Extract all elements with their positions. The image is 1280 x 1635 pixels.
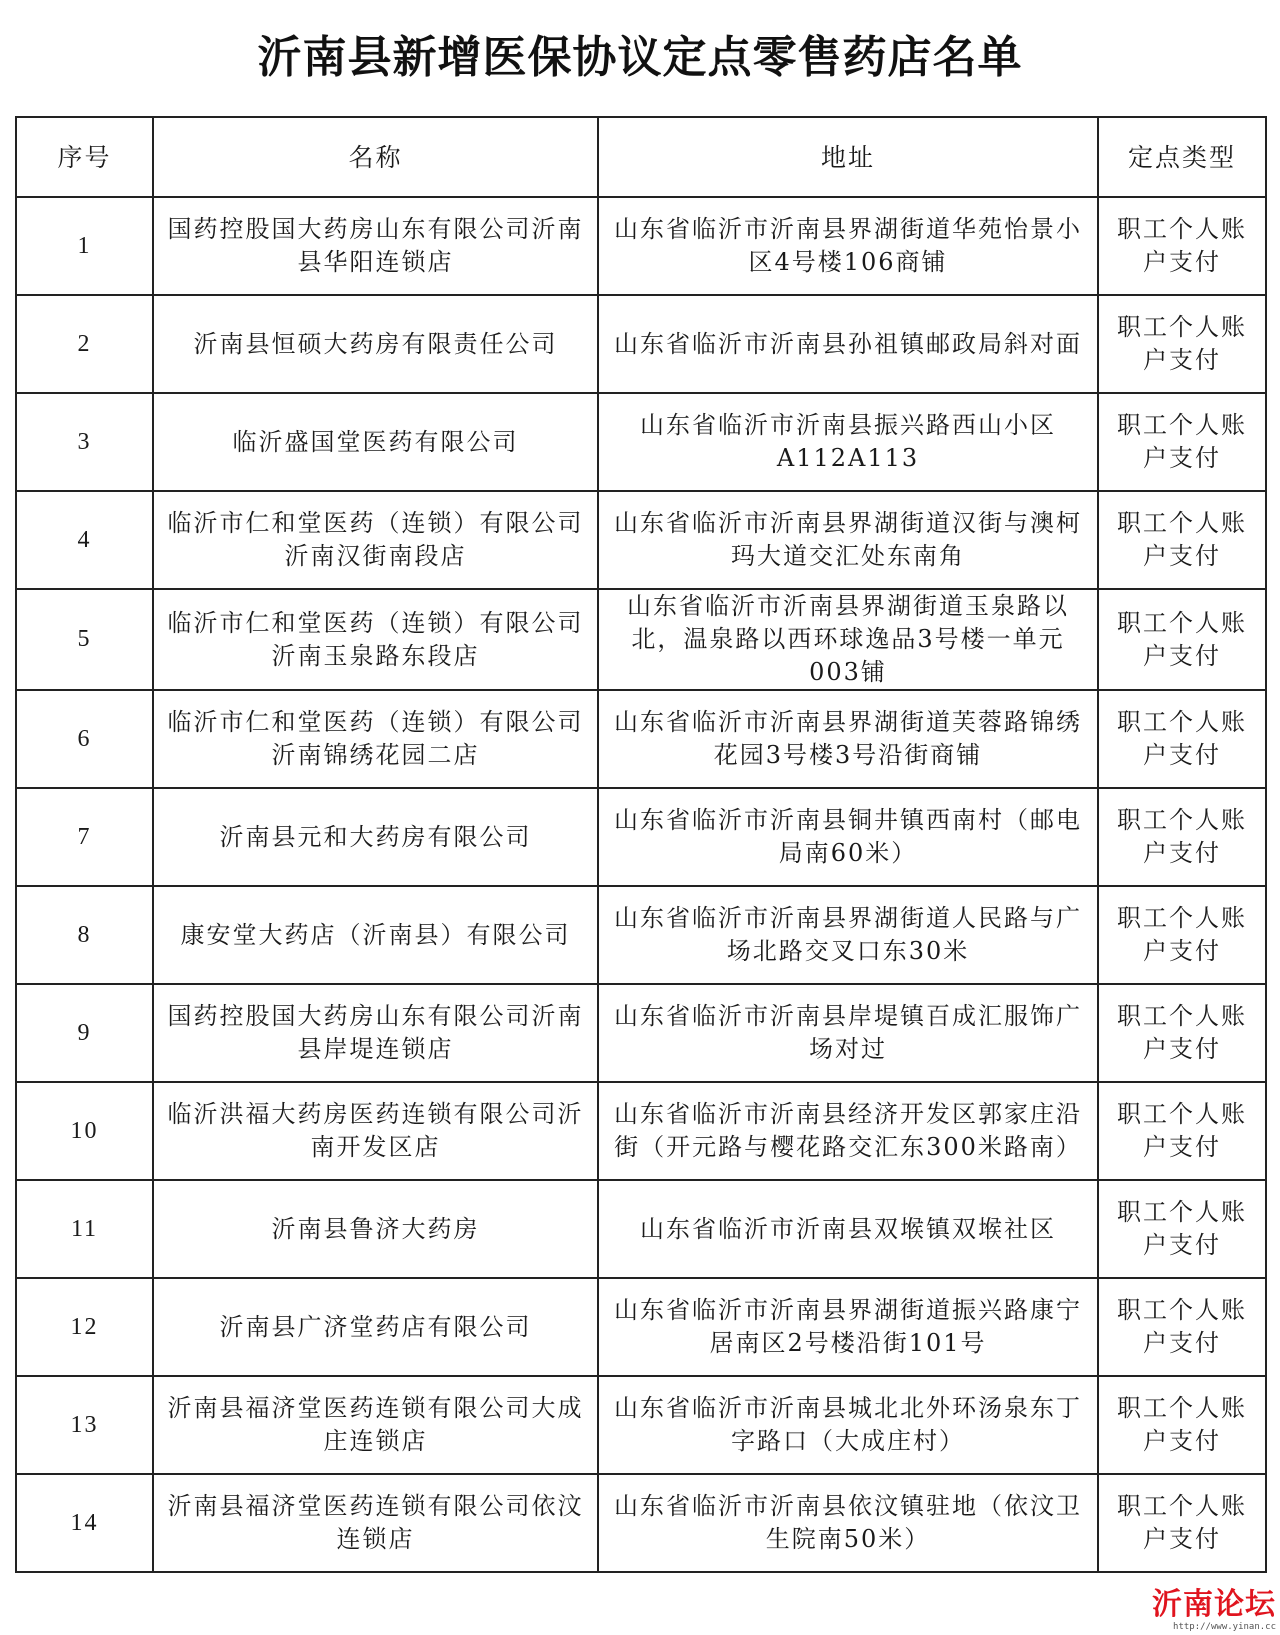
cell-no: 10 [16,1082,153,1180]
cell-address: 山东省临沂市沂南县振兴路西山小区A112A113 [598,393,1098,491]
cell-type: 职工个人账户支付 [1098,984,1266,1082]
cell-name: 国药控股国大药房山东有限公司沂南县华阳连锁店 [153,197,598,295]
cell-name: 沂南县鲁济大药房 [153,1180,598,1278]
table-row [16,788,1266,886]
cell-address: 山东省临沂市沂南县依汶镇驻地（依汶卫生院南50米） [598,1474,1098,1572]
cell-address: 山东省临沂市沂南县孙祖镇邮政局斜对面 [598,295,1098,393]
cell-address: 山东省临沂市沂南县铜井镇西南村（邮电局南60米） [598,788,1098,886]
cell-address: 山东省临沂市沂南县界湖街道芙蓉路锦绣花园3号楼3号沿街商铺 [598,690,1098,788]
cell-name: 临沂市仁和堂医药（连锁）有限公司沂南锦绣花园二店 [153,690,598,788]
cell-no: 12 [16,1278,153,1376]
cell-type: 职工个人账户支付 [1098,589,1266,690]
cell-no: 11 [16,1180,153,1278]
table-row [16,886,1266,984]
forum-watermark [1146,1588,1276,1633]
cell-address: 山东省临沂市沂南县双堠镇双堠社区 [598,1180,1098,1278]
cell-name: 沂南县福济堂医药连锁有限公司依汶连锁店 [153,1474,598,1572]
table-row [16,1278,1266,1376]
cell-name: 沂南县福济堂医药连锁有限公司大成庄连锁店 [153,1376,598,1474]
cell-type: 职工个人账户支付 [1098,491,1266,589]
table-row [16,1474,1266,1572]
cell-name: 康安堂大药店（沂南县）有限公司 [153,886,598,984]
cell-name: 临沂市仁和堂医药（连锁）有限公司沂南汉街南段店 [153,491,598,589]
table-row [16,1376,1266,1474]
table-row [16,491,1266,589]
table-row [16,690,1266,788]
watermark-url: http://www.yinan.cc [1173,1622,1276,1632]
table-row [16,984,1266,1082]
page-title: 沂南县新增医保协议定点零售药店名单 [257,32,1023,83]
cell-no: 1 [16,197,153,295]
column-header-no: 序号 [16,117,153,197]
cell-type: 职工个人账户支付 [1098,295,1266,393]
cell-no: 4 [16,491,153,589]
cell-type: 职工个人账户支付 [1098,788,1266,886]
cell-address: 山东省临沂市沂南县城北北外环汤泉东丁字路口（大成庄村） [598,1376,1098,1474]
cell-no: 5 [16,589,153,690]
cell-no: 6 [16,690,153,788]
cell-name: 沂南县元和大药房有限公司 [153,788,598,886]
table-row [16,1180,1266,1278]
pharmacy-table [15,116,1267,1573]
cell-type: 职工个人账户支付 [1098,1082,1266,1180]
column-header-type: 定点类型 [1098,117,1266,197]
watermark-logo: 沂南论坛 [1152,1587,1276,1622]
cell-type: 职工个人账户支付 [1098,393,1266,491]
cell-no: 13 [16,1376,153,1474]
cell-address: 山东省临沂市沂南县经济开发区郭家庄沿街（开元路与樱花路交汇东300米路南） [598,1082,1098,1180]
cell-name: 国药控股国大药房山东有限公司沂南县岸堤连锁店 [153,984,598,1082]
cell-address: 山东省临沂市沂南县界湖街道玉泉路以北，温泉路以西环球逸品3号楼一单元003铺 [598,589,1098,690]
cell-type: 职工个人账户支付 [1098,1376,1266,1474]
table-row [16,197,1266,295]
table-row [16,295,1266,393]
cell-name: 临沂盛国堂医药有限公司 [153,393,598,491]
cell-address: 山东省临沂市沂南县界湖街道华苑怡景小区4号楼106商铺 [598,197,1098,295]
cell-address: 山东省临沂市沂南县界湖街道振兴路康宁居南区2号楼沿街101号 [598,1278,1098,1376]
cell-address: 山东省临沂市沂南县界湖街道汉街与澳柯玛大道交汇处东南角 [598,491,1098,589]
cell-type: 职工个人账户支付 [1098,690,1266,788]
cell-type: 职工个人账户支付 [1098,1278,1266,1376]
cell-address: 山东省临沂市沂南县界湖街道人民路与广场北路交叉口东30米 [598,886,1098,984]
table-body [16,197,1266,1572]
table-row [16,589,1266,690]
column-header-name: 名称 [153,117,598,197]
cell-type: 职工个人账户支付 [1098,197,1266,295]
cell-no: 3 [16,393,153,491]
cell-no: 9 [16,984,153,1082]
cell-name: 沂南县恒硕大药房有限责任公司 [153,295,598,393]
cell-name: 临沂洪福大药房医药连锁有限公司沂南开发区店 [153,1082,598,1180]
table-header-row [16,117,1266,197]
cell-no: 7 [16,788,153,886]
table-row [16,1082,1266,1180]
cell-type: 职工个人账户支付 [1098,1474,1266,1572]
column-header-address: 地址 [598,117,1098,197]
cell-type: 职工个人账户支付 [1098,1180,1266,1278]
cell-name: 临沂市仁和堂医药（连锁）有限公司沂南玉泉路东段店 [153,589,598,690]
cell-type: 职工个人账户支付 [1098,886,1266,984]
cell-no: 8 [16,886,153,984]
cell-name: 沂南县广济堂药店有限公司 [153,1278,598,1376]
cell-no: 14 [16,1474,153,1572]
cell-no: 2 [16,295,153,393]
cell-address: 山东省临沂市沂南县岸堤镇百成汇服饰广场对过 [598,984,1098,1082]
table-row [16,393,1266,491]
